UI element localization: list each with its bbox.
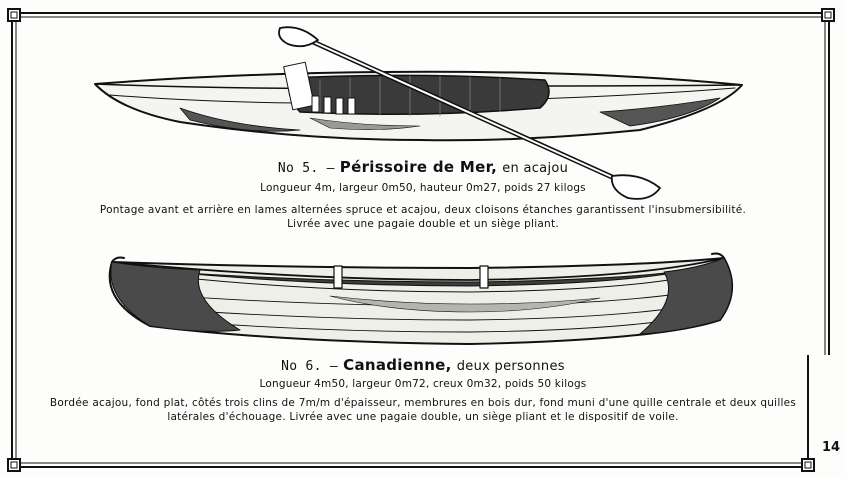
item-6-description-line-1: Bordée acajou, fond plat, côtés trois clins de 7m/m d'épaisseur, membrures en bois dur, fond muni d'une quille centrale et deux quilles — [49, 397, 797, 409]
page-number: 14 — [822, 440, 841, 455]
item-6-specs: Longueur 4m50, largeur 0m72, creux 0m32, poids 50 kilogs — [259, 378, 587, 390]
item-5-material: en acajou — [502, 161, 569, 176]
item-6-material: deux personnes — [456, 359, 565, 374]
item-5-number: No 5. — — [277, 161, 335, 176]
item-5-description-line-2: Livrée avec une pagaie double et un siège pliant. — [287, 218, 559, 230]
item-6-description-line-2: latérales d'échouage. Livrée avec une pagaie double, un siège pliant et le dispositif de voile. — [167, 411, 679, 423]
item-5-description-line-1: Pontage avant et arrière en lames alternées spruce et acajou, deux cloisons étanches garantissent l'insubmersibilité. — [99, 204, 747, 216]
item-5-specs: Longueur 4m, largeur 0m50, hauteur 0m27, poids 27 kilogs — [260, 182, 586, 194]
item-6-name: Canadienne, — [343, 356, 452, 374]
item-6-number: No 6. — — [281, 359, 339, 374]
item-5-title — [0, 158, 846, 176]
item-6-title — [0, 356, 846, 374]
item-5-name: Périssoire de Mer, — [339, 158, 498, 176]
